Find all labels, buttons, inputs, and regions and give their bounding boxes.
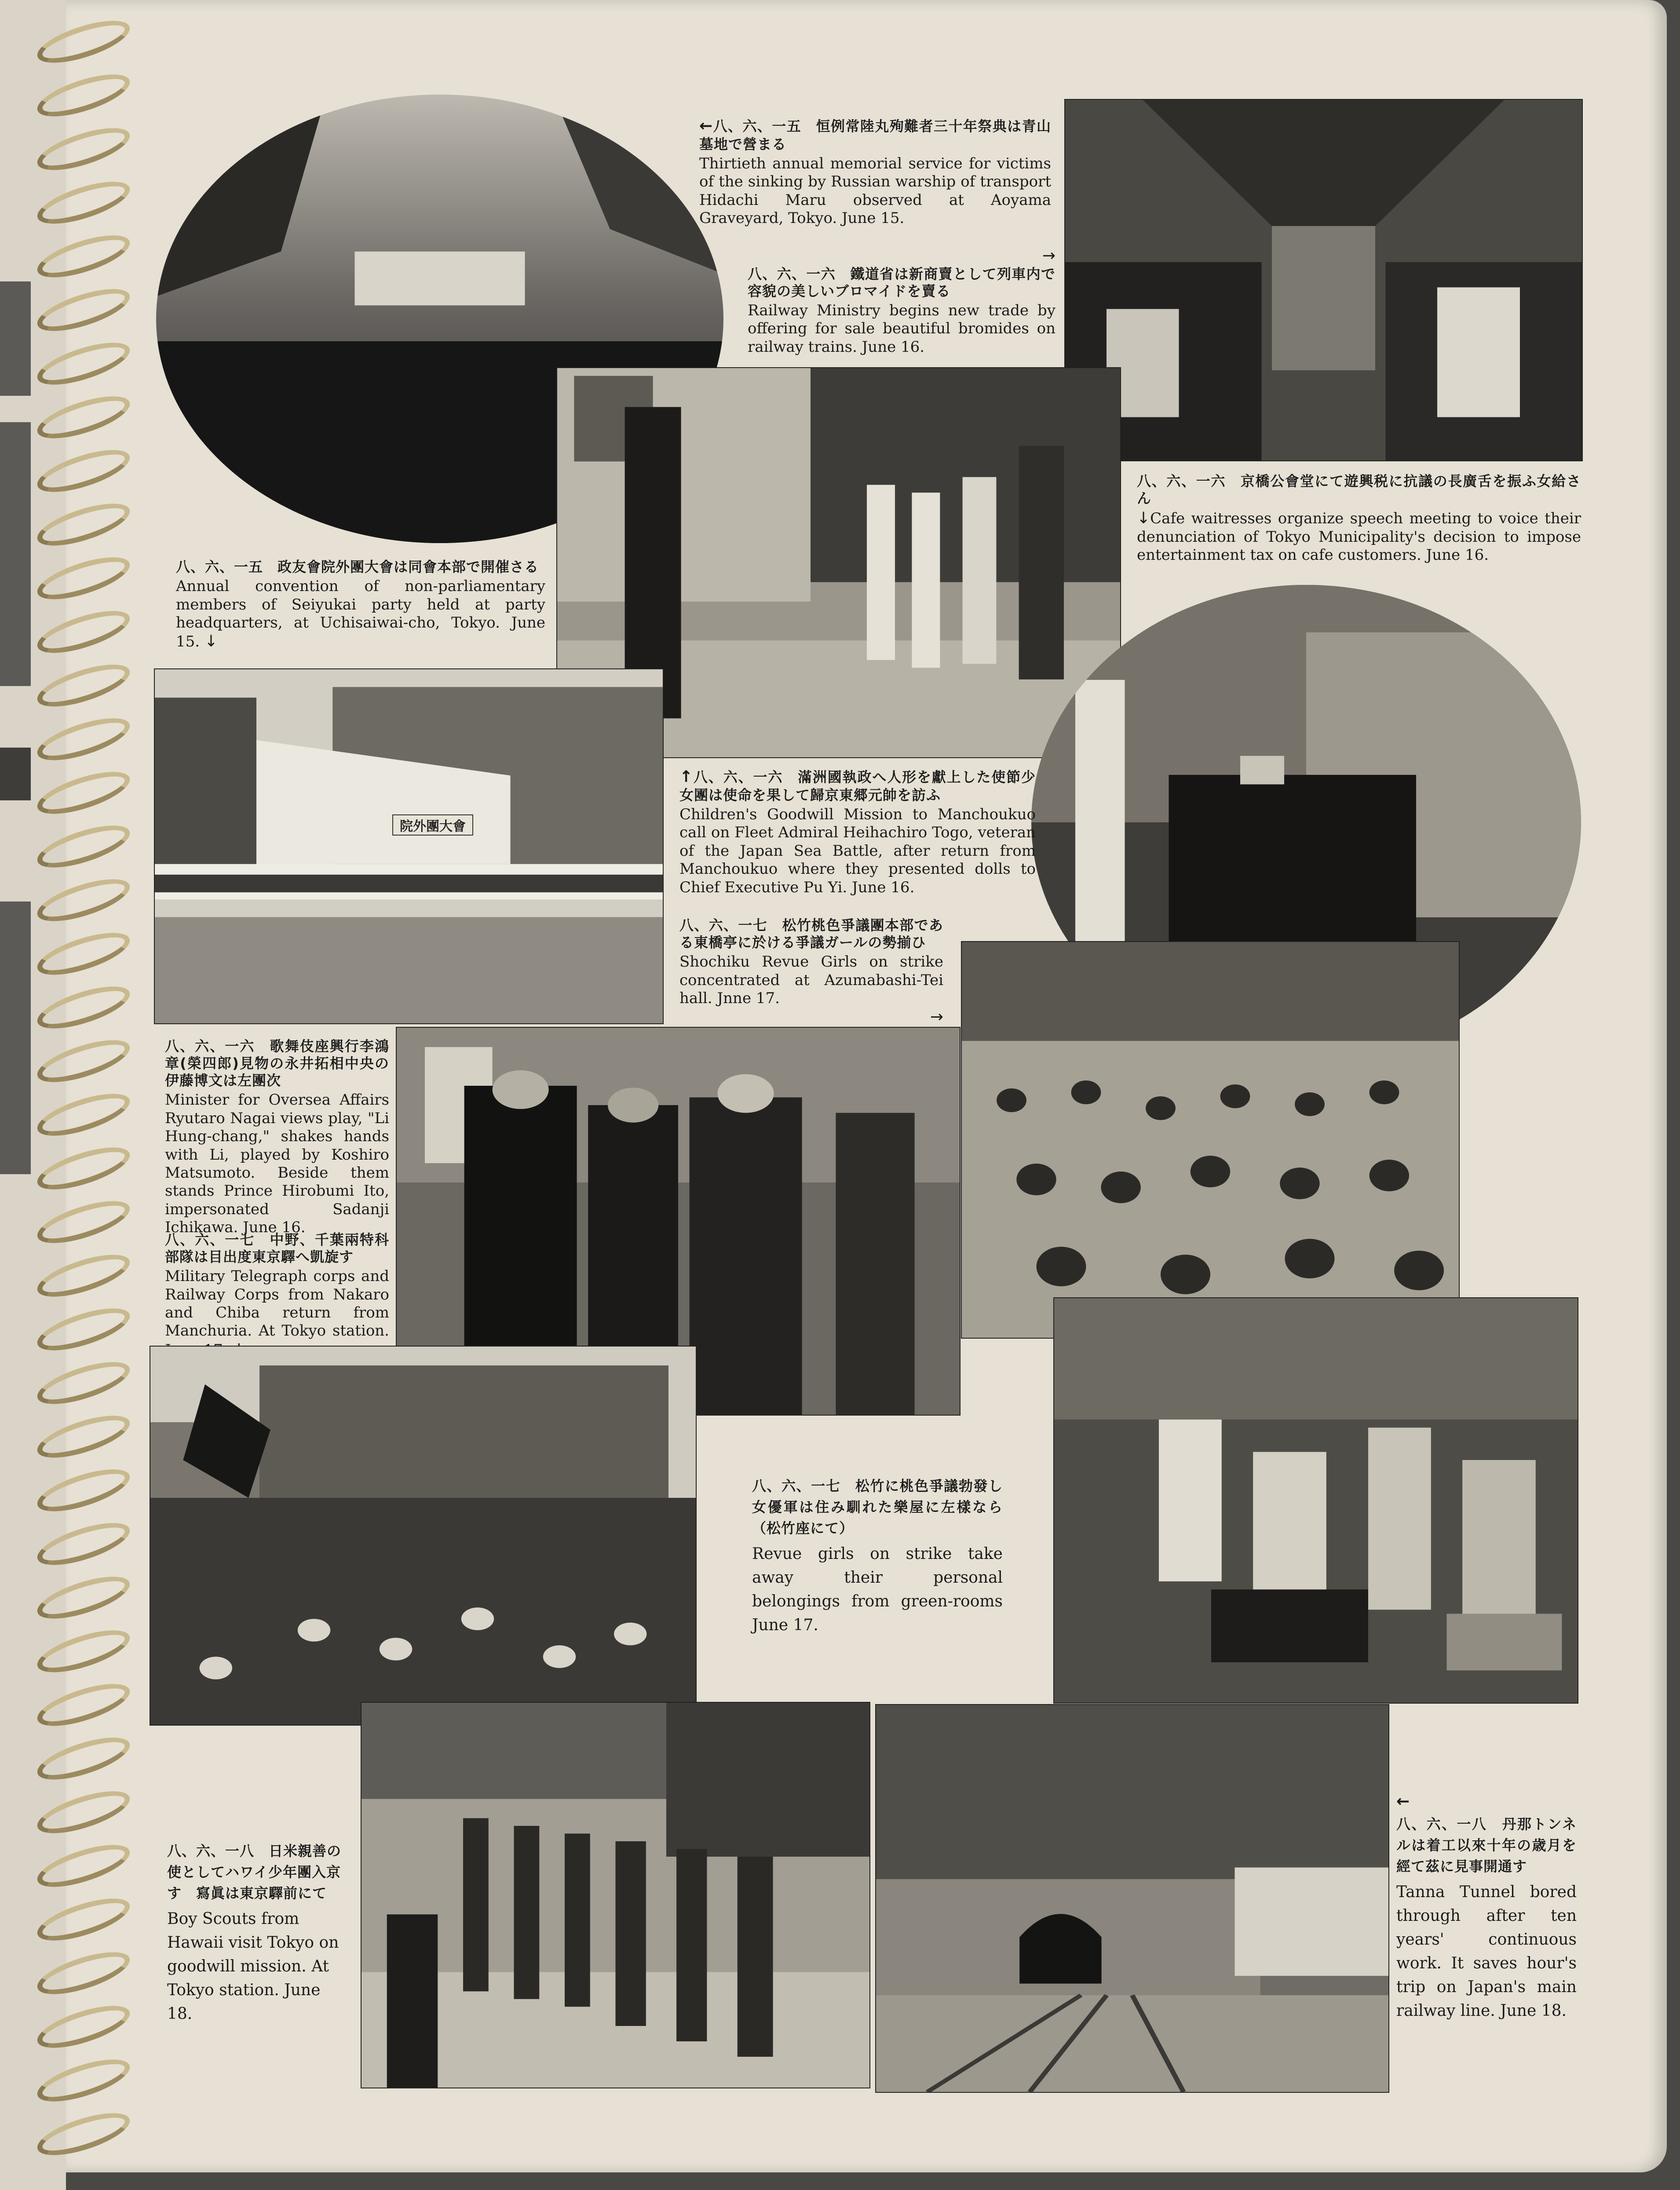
spiral-ring	[33, 978, 135, 1037]
caption-jp: 八、六、一八 日米親善の使としてハワイ少年團入京す 寫眞は東京驛前にて	[167, 1843, 342, 1902]
caption-tanna-tunnel	[1396, 1790, 1577, 2023]
caption-goodwill-togo	[679, 767, 1036, 897]
caption-jp: 八、六、一六 鐵道省は新商賣として列車内で容貌の美しいブロマイドを賣る	[748, 265, 1055, 299]
caption-en: Thirtieth annual memorial service for victims of the sinking by Russian warship of transport Hidachi Maru observed at Aoyama Graveyard, Tokyo. June 15.	[699, 154, 1051, 227]
spiral-ring	[33, 442, 135, 501]
photo-dining-car	[1064, 99, 1583, 461]
caption-jp: 八、六、一七 松竹に桃色爭議勃發し女優軍は住み馴れた樂屋に左樣なら（松竹座にて）	[752, 1478, 1003, 1537]
caption-hidachi-maru	[699, 117, 1051, 228]
caption-shochiku-strike	[679, 917, 943, 1027]
caption-en: Minister for Oversea Affairs Ryutaro Nagai views play, "Li Hung-chang," shakes hands with Li, played by Koshiro Matsumoto. Beside them stands Prince Hirobumi Ito, impersonated Sadanji Ichikawa. June 16.	[165, 1091, 389, 1237]
caption-jp: 八、六、一七 中野、千葉兩特科部隊は目出度東京驛へ凱旋す	[165, 1231, 389, 1266]
spiral-ring	[33, 66, 135, 125]
spiral-ring	[33, 656, 135, 715]
spiral-ring	[33, 1461, 135, 1520]
caption-boy-scouts	[167, 1840, 347, 2026]
spiral-ring	[33, 1944, 135, 2003]
spiral-ring	[33, 281, 135, 340]
arrow-right-icon: →	[930, 1008, 943, 1026]
caption-jp: 八、六、一六 歌舞伎座興行李鴻章(榮四郎)見物の永井拓相中央の伊藤博文は左團次	[165, 1038, 389, 1089]
spiral-ring	[33, 1890, 135, 1949]
caption-en: Children's Goodwill Mission to Manchoukuo call on Fleet Admiral Heihachiro Togo, veteran of the Japan Sea Battle, after return from Manchoukuo where they presented dolls to Chief Executive Pu Yi. June 16.	[679, 805, 1036, 896]
arrow-right-icon: →	[1042, 247, 1055, 265]
arrow-left-icon: ←	[699, 117, 713, 135]
arrow-up-icon: ↑	[679, 768, 694, 786]
spiral-ring	[33, 1300, 135, 1359]
spiral-ring	[33, 1085, 135, 1145]
spiral-ring	[33, 2051, 135, 2110]
spiral-ring	[33, 924, 135, 984]
photo-strike-girls	[961, 941, 1460, 1339]
photo-boy-scouts	[361, 1702, 870, 2088]
caption-en: Military Telegraph corps and Railway Corps from Nakaro and Chiba return from Manchuria. At Tokyo station.	[165, 1267, 389, 1340]
caption-en: Cafe waitresses organize speech meeting to voice their denunciation of Tokyo Municipality's decision to impose entertainment tax on cafe customers. June 16.	[1137, 510, 1581, 564]
spiral-ring	[33, 2105, 135, 2164]
spiral-ring	[33, 1515, 135, 1574]
spiral-ring	[33, 495, 135, 555]
caption-cafe-waitresses	[1137, 473, 1581, 565]
caption-en: Revue girls on strike take away their personal belongings from green-rooms June 17.	[752, 1545, 1003, 1634]
spiral-ring	[33, 12, 135, 72]
caption-revue-belongings	[752, 1475, 1003, 1637]
caption-en: Annual convention of non-parliamentary members of Seiyukai party held at party headquarters, at Uchisaiwai-cho, Tokyo. June 15.	[176, 577, 545, 651]
spiral-ring	[33, 120, 135, 179]
spiral-ring	[33, 602, 135, 662]
caption-jp: 八、六、一五 政友會院外團大會は同會本部で開催さる	[176, 558, 539, 575]
signboard-text: 院外團大會	[392, 814, 473, 836]
caption-en: Railway Ministry begins new trade by offering for sale beautiful bromides on railway trains. June 16.	[748, 301, 1055, 356]
caption-jp: 八、六、一六 滿洲國執政へ人形を獻上した使節少女團は使命を果して歸京東郷元帥を訪ふ	[679, 769, 1036, 803]
caption-en: Shochiku Revue Girls on strike concentrated at Azumabashi-Tei hall. Jnne 17.	[679, 953, 943, 1007]
spiral-ring	[33, 710, 135, 769]
spiral-ring	[33, 1836, 135, 1896]
arrow-down-icon: ↓	[204, 632, 218, 651]
spiral-ring	[33, 1193, 135, 1252]
spiral-ring	[33, 763, 135, 823]
caption-telegraph-corps	[165, 1231, 389, 1360]
spiral-ring	[33, 1997, 135, 2057]
caption-railway-bromides	[748, 246, 1055, 356]
spiral-ring	[33, 1568, 135, 1628]
spiral-ring	[33, 817, 135, 876]
photo-tanna-tunnel	[875, 1704, 1389, 2093]
spiral-ring	[33, 871, 135, 930]
spiral-ring	[33, 1246, 135, 1306]
spiral-ring	[33, 1675, 135, 1735]
photo-seiyukai-headquarters	[154, 668, 664, 1024]
spiral-ring	[33, 1729, 135, 1788]
spiral-binding	[35, 0, 141, 2190]
caption-jp: 八、六、一七 松竹桃色爭議團本部である東橋亭に於ける爭議ガールの勢揃ひ	[679, 917, 943, 951]
spiral-ring	[33, 334, 135, 394]
spiral-ring	[33, 1407, 135, 1467]
spiral-ring	[33, 549, 135, 608]
caption-seiyukai	[176, 558, 545, 651]
spiral-ring	[33, 1139, 135, 1198]
caption-li-hung-chang	[165, 1038, 389, 1237]
arrow-left-icon: ←	[1396, 1792, 1410, 1810]
spiral-ring	[33, 1783, 135, 1842]
caption-jp: 八、六、一六 京橋公會堂にて遊興税に抗議の長廣舌を振ふ女給さん	[1137, 473, 1581, 507]
spiral-ring	[33, 1032, 135, 1091]
arrow-down-icon: ↓	[1137, 509, 1150, 528]
spiral-ring	[33, 388, 135, 447]
spiral-ring	[33, 1354, 135, 1413]
photo-tokyo-station-crowd	[150, 1346, 697, 1726]
photo-green-room	[1053, 1297, 1578, 1704]
spiral-ring	[33, 1622, 135, 1681]
caption-jp: 八、六、一五 恒例常陸丸殉難者三十年祭典は青山墓地で營まる	[699, 118, 1051, 153]
spiral-ring	[33, 173, 135, 233]
caption-jp: 八、六、一八 丹那トンネルは着工以來十年の歳月を經て茲に見事開通す	[1396, 1816, 1577, 1875]
caption-en: Tanna Tunnel bored through after ten years' continuous work. It saves hour's trip on Japan's main railway line. June 18.	[1396, 1883, 1577, 2020]
caption-en: Boy Scouts from Hawaii visit Tokyo on goodwill mission. At Tokyo station. June 18.	[167, 1910, 339, 2023]
spiral-ring	[33, 227, 135, 286]
